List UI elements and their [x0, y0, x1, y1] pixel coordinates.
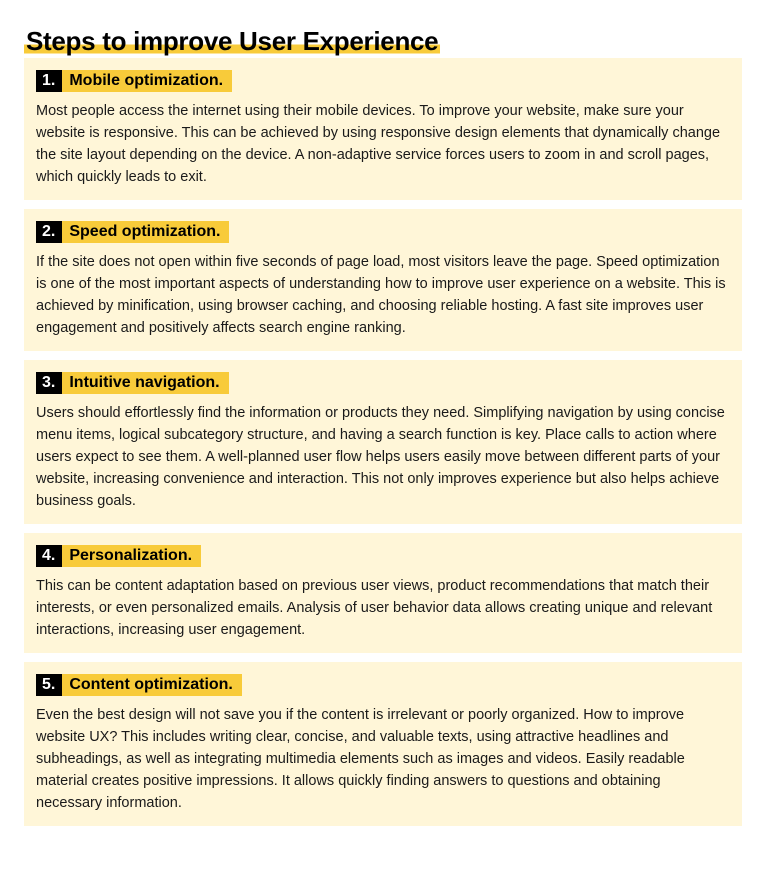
step-heading: Personalization.	[62, 545, 201, 567]
step-heading: Intuitive navigation.	[62, 372, 228, 394]
step-header	[36, 372, 730, 394]
step-header	[36, 545, 730, 567]
step-card-3	[24, 360, 742, 524]
step-text: Even the best design will not save you if the content is irrelevant or poorly organized. How to improve website UX? This includes writing clear, concise, and valuable texts, using attractive headlines and subheadings, as well as integrating multimedia elements such as images and videos. Easily readable material creates positive impressions. It allows quickly finding answers to questions and obtaining necessary information.	[36, 707, 685, 811]
step-number: 3.	[36, 372, 62, 394]
step-heading: Speed optimization.	[62, 221, 229, 243]
step-text: Users should effortlessly find the information or products they need. Simplifying navigation by using concise menu items, logical subcategory structure, and having a search function is key. Place calls to action where users expect to see them. A well-planned user flow helps users easily move between different parts of your website, increasing convenience and interaction. This not only improves experience but also helps achieve business goals.	[36, 405, 725, 509]
step-card-5	[24, 662, 742, 826]
step-number: 5.	[36, 674, 62, 696]
step-text: Most people access the internet using their mobile devices. To improve your website, make sure your website is responsive. This can be achieved by using responsive design elements that dynamically change the site layout depending on the device. A non-adaptive service forces users to zoom in and scroll pages, which quickly leads to exit.	[36, 103, 721, 185]
step-heading: Content optimization.	[62, 674, 242, 696]
step-number: 1.	[36, 70, 62, 92]
page-title: Steps to improve User Experience	[26, 26, 439, 56]
step-header	[36, 70, 730, 92]
step-heading: Mobile optimization.	[62, 70, 232, 92]
title-wrap	[24, 0, 742, 58]
step-card-1	[24, 58, 742, 200]
step-card-2	[24, 209, 742, 351]
step-number: 4.	[36, 545, 62, 567]
step-number: 2.	[36, 221, 62, 243]
step-text: This can be content adaptation based on previous user views, product recommendations that match their interests, or even personalized emails. Analysis of user behavior data allows creating unique and relevant interactions, increasing user engagement.	[36, 578, 713, 638]
step-header	[36, 221, 730, 243]
step-card-4	[24, 533, 742, 653]
step-header	[36, 674, 730, 696]
step-text: If the site does not open within five seconds of page load, most visitors leave the page. Speed optimization is one of the most important aspects of understanding how to improve user experience on a website. This is achieved by minification, using browser caching, and choosing reliable hosting. A fast site improves user engagement and positively affects search engine ranking.	[36, 254, 726, 336]
